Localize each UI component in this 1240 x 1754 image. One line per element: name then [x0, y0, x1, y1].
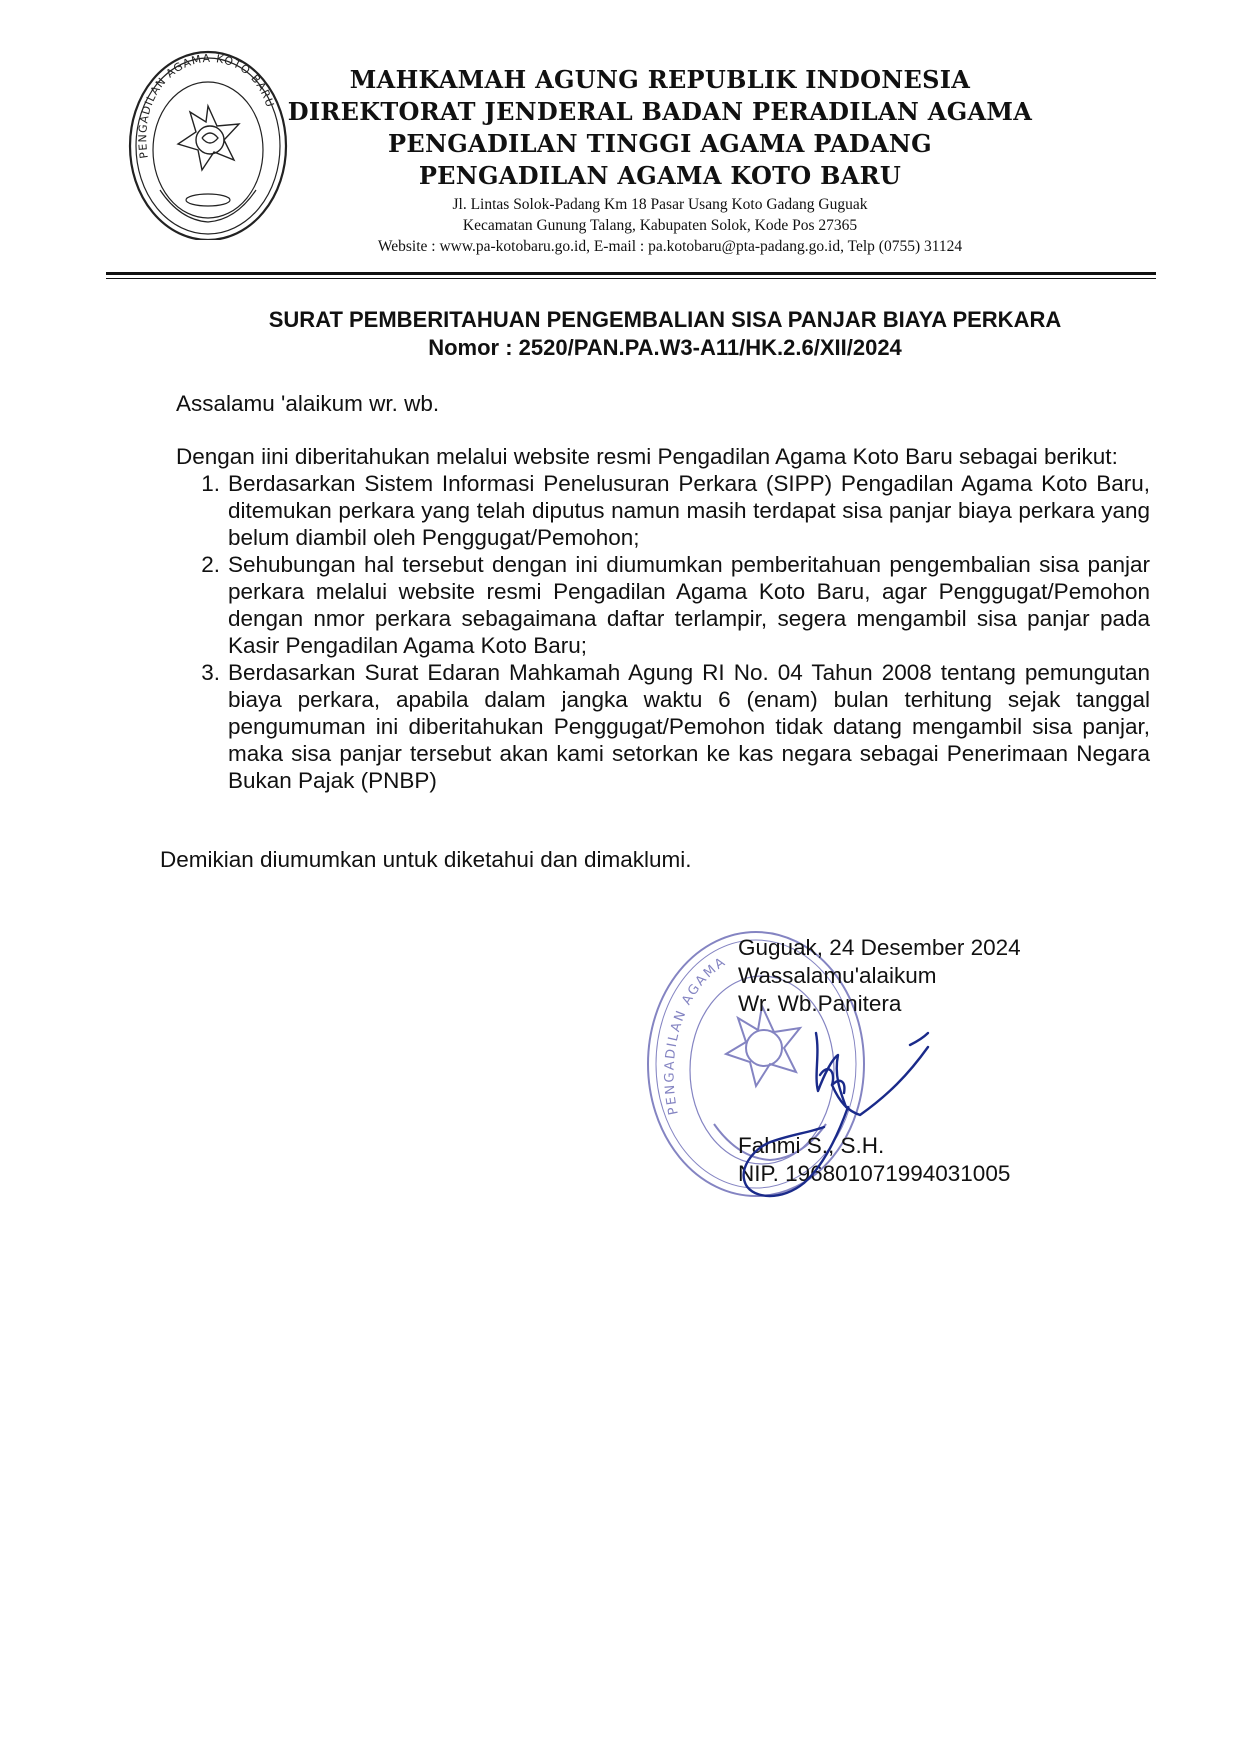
intro-paragraph: Dengan iini diberitahukan melalui website resmi Pengadilan Agama Koto Baru sebagai berikut:	[176, 444, 1118, 469]
place-date: Guguak, 24 Desember 2024	[738, 935, 1021, 960]
address-line-1: Jl. Lintas Solok-Padang Km 18 Pasar Usang Koto Gadang Guguak	[452, 196, 868, 213]
signer-position: Wr. Wb.Panitera	[738, 991, 902, 1016]
list-text: Berdasarkan Surat Edaran Mahkamah Agung RI No. 04 Tahun 2008 tentang pemungutan biaya perkara, apabila dalam jangka waktu 6 (enam) bulan terhitung sejak tanggal pengumuman ini diberitahukan Penggugat/Pemohon tidak datang mengambil sisa panjar, maka sisa panjar tersebut akan kami setorkan ke kas negara sebagai Penerimaan Negara Bukan Pajak (PNBP)	[228, 660, 1150, 793]
closing-line: Demikian diumumkan untuk diketahui dan dimaklumi.	[160, 847, 692, 872]
greeting: Assalamu 'alaikum wr. wb.	[176, 391, 440, 416]
contact-line: Website : www.pa-kotobaru.go.id, E-mail : pa.kotobaru@pta-padang.go.id, Telp (0755) 31124	[377, 238, 963, 255]
closing-salutation: Wassalamu'alaikum	[738, 963, 937, 988]
list-text: Berdasarkan Sistem Informasi Penelusuran Perkara (SIPP) Pengadilan Agama Koto Baru, ditemukan perkara yang telah diputus namun masih terdapat sisa panjar biaya perkara yang belum diambil oleh Penggugat/Pemohon;	[228, 471, 1150, 550]
svg-text:PENGADILAN AGAMA KOTO BARU	[136, 52, 277, 159]
list-item	[160, 551, 1150, 659]
list-number: 3.	[201, 660, 220, 685]
list-text: Sehubungan hal tersebut dengan ini diumumkan pemberitahuan pengembalian sisa panjar perkara melalui website resmi Pengadilan Agama Koto Baru, agar Penggugat/Pemohon dengan nmor perkara sebagaimana daftar terlampir, segera mengambil sisa panjar pada Kasir Pengadilan Agama Koto Baru;	[228, 552, 1150, 658]
institution-line-4: PENGADILAN AGAMA KOTO BARU	[418, 161, 902, 190]
address-line-2: Kecamatan Gunung Talang, Kabupaten Solok, Kode Pos 27365	[462, 217, 858, 234]
institution-line-3: PENGADILAN TINGGI AGAMA PADANG	[388, 129, 932, 158]
institution-line-2: DIREKTORAT JENDERAL BADAN PERADILAN AGAMA	[287, 97, 1033, 126]
stamp-text: PENGADILAN AGAMA	[662, 954, 730, 1117]
letter-body	[160, 390, 1150, 794]
signer-nip: NIP. 196801071994031005	[738, 1161, 1011, 1186]
points-list	[160, 470, 1150, 794]
document-title-block	[100, 306, 1230, 362]
letterhead	[270, 64, 1050, 236]
list-item	[160, 470, 1150, 551]
seal-text: PENGADILAN AGAMA KOTO BARU	[136, 51, 277, 160]
institution-line-1: MAHKAMAH AGUNG REPUBLIK INDONESIA	[349, 65, 971, 94]
letterhead-rule-thin	[106, 278, 1156, 279]
document-title: SURAT PEMBERITAHUAN PENGEMBALIAN SISA PANJAR BIAYA PERKARA	[268, 307, 1062, 332]
list-item	[160, 659, 1150, 794]
list-number: 2.	[201, 552, 220, 577]
list-number: 1.	[201, 471, 220, 496]
document-number: Nomor : 2520/PAN.PA.W3-A11/HK.2.6/XII/2024	[428, 335, 902, 360]
signer-name: Fahmi S., S.H.	[738, 1133, 885, 1158]
court-seal-logo	[120, 40, 290, 240]
handwritten-signature	[728, 1015, 948, 1205]
letterhead-rule	[106, 272, 1156, 275]
